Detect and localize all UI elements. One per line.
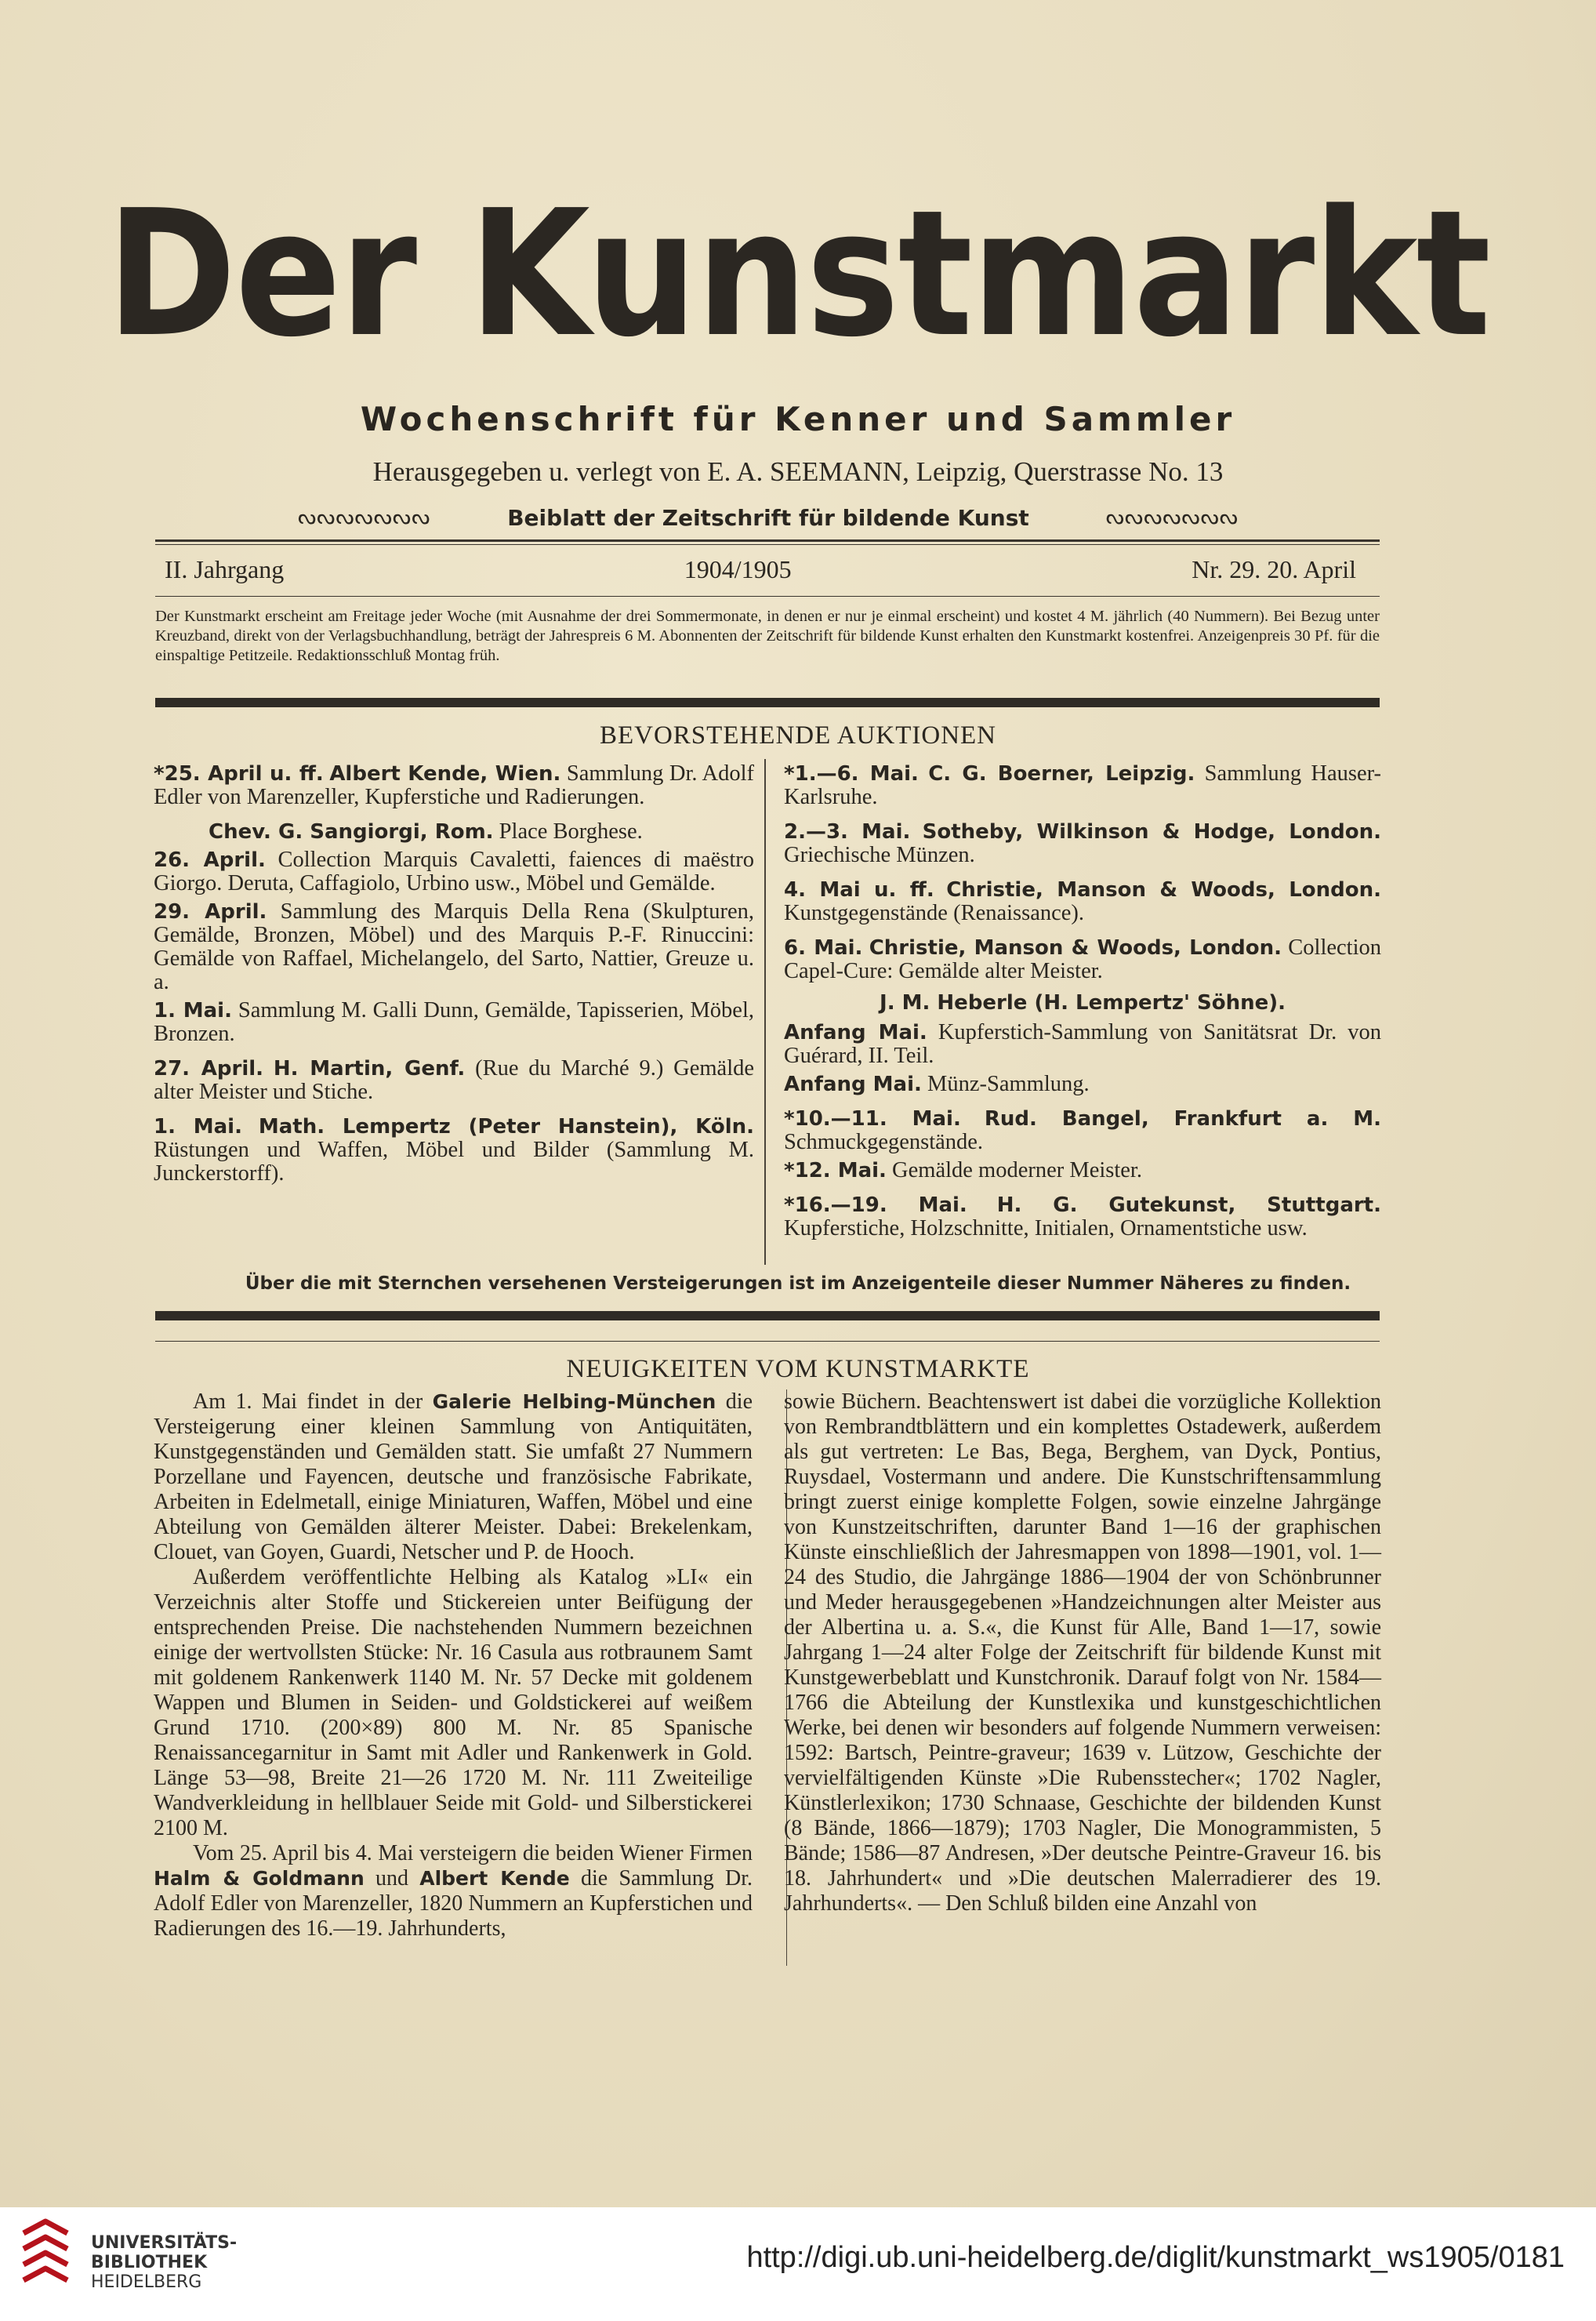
auction-date: 6. Mai. [784, 936, 863, 960]
auctioneer-name: Christie, Manson & Woods, London. [946, 878, 1382, 902]
auctioneer-name: Chev. G. Sangiorgi, Rom. [209, 820, 494, 844]
news-paragraph [154, 1389, 753, 1565]
rule-issue [155, 596, 1380, 597]
rule-thin-2 [155, 1341, 1380, 1342]
ornament-right: ᔓᔓᔓᔓᔓᔓᔓ [1105, 506, 1239, 529]
auction-house-subheading: J. M. Heberle (H. Lempertz' Söhne). [880, 991, 1286, 1015]
auction-entry [784, 1021, 1381, 1068]
library-line: BIBLIOTHEK [91, 2253, 208, 2272]
firm-name: Albert Kende [419, 1867, 570, 1890]
auction-description: Sammlung Dr. Adolf Edler von Marenzeller, Kupferstiche und Radierungen. [154, 761, 755, 809]
auction-entry [154, 1115, 754, 1186]
auction-date: *10.—11. Mai. [784, 1107, 961, 1131]
auctions-right-column [784, 762, 1381, 1245]
auctioneer-name: Rud. Bangel, Frankfurt a. M. [984, 1107, 1381, 1131]
auction-entry [784, 1073, 1381, 1096]
auction-entry [784, 1193, 1381, 1240]
news-heading: NEUIGKEITEN VOM KUNSTMARKTE [566, 1355, 1030, 1383]
auctioneer-name: Sotheby, Wilkinson & Hodge, London. [922, 820, 1381, 844]
auction-entry [784, 1159, 1381, 1182]
auction-description: Münz-Sammlung. [927, 1072, 1090, 1096]
auction-date: *25. April u. ff. [154, 762, 324, 786]
auction-date: *1.—6. Mai. [784, 762, 919, 786]
auction-date: *12. Mai. [784, 1159, 887, 1182]
auction-date: 4. Mai u. ff. [784, 878, 934, 902]
masthead-subtitle: Wochenschrift für Kenner und Sammler [360, 400, 1236, 438]
source-url-link[interactable]: http://digi.ub.uni-heidelberg.de/diglit/kunstmarkt_ws1905/0181 [746, 2241, 1565, 2274]
auction-description: Collection Capel-Cure: Gemälde alter Meister. [784, 935, 1382, 983]
auction-date: *16.—19. Mai. [784, 1193, 967, 1217]
masthead-title: Der Kunstmarkt [106, 173, 1490, 376]
issue-info-row [165, 555, 1356, 584]
text-run: die Versteigerung einer kleinen Sammlung von Antiquitäten, Kunstgegenständen und Gemälden statt. Sie umfaßt 27 Nummern Porzellane und Fayencen, deutsche und französische Fabrikate, Arbeiten in Edelmetall, einige Miniaturen, Waffen, Möbel und eine Abteilung von Gemälden älterer Meister. Dabei: Brekelenkam, Clouet, van Goyen, Guardi, Netscher und P. de Hooch. [154, 1389, 753, 1564]
rule-thick-1 [155, 698, 1380, 707]
auctioneer-name: Math. Lempertz (Peter Hanstein), Köln. [258, 1115, 754, 1139]
auctions-heading: BEVORSTEHENDE AUKTIONEN [599, 721, 997, 750]
ornament-left: ᔓᔓᔓᔓᔓᔓᔓ [298, 506, 431, 529]
auction-date: 1. Mai. [154, 1115, 242, 1139]
auctioneer-name: Albert Kende, Wien. [329, 762, 561, 786]
issue-years: 1904/1905 [684, 555, 792, 583]
auction-date: 27. April. [154, 1057, 264, 1081]
library-logo-icon [16, 2217, 75, 2304]
text-run: die Sammlung Dr. Adolf Edler von Marenzeller, 1820 Nummern an Kupferstichen und Radierungen des 16.—19. Jahrhunderts, [154, 1866, 753, 1941]
auction-description: Kupferstich-Sammlung von Sanitätsrat Dr. von Guérard, II. Teil. [784, 1020, 1381, 1068]
news-left-column [154, 1389, 753, 1941]
library-line: HEIDELBERG [91, 2272, 202, 2292]
auction-entry [154, 999, 754, 1046]
news-paragraph: Außerdem veröffentlichte Helbing als Katalog »LI« ein Verzeichnis alter Stoffe und Stickereien unter Beifügung der entsprechenden Preise. Die nachstehenden Nummern bezeichnen einige der wertvollsten Stücke: Nr. 16 Casula aus rotbraunem Samt mit goldenem Rankenwerk 1140 M. Nr. 57 Decke mit goldenem Wappen und Blumen in Seiden- und Goldstickerei auf weißem Grund 1710. (200×89) 800 M. Nr. 85 Spanische Renaissancegarnitur in Samt mit Adler und Rankenwerk in Gold. Länge 53—98, Breite 21—26 1720 M. Nr. 111 Zweiteilige Wandverkleidung in hellblauer Seide mit Gold- und Silberstickerei 2100 M. [154, 1565, 753, 1840]
auction-description: Sammlung M. Galli Dunn, Gemälde, Tapisserien, Möbel, Bronzen. [154, 998, 755, 1046]
auction-description: Place Borghese. [499, 819, 643, 844]
auction-entry [784, 936, 1381, 983]
issue-number-date: Nr. 29. 20. April [1192, 555, 1356, 583]
auction-date: 1. Mai. [154, 999, 232, 1022]
auction-description: Sammlung Hauser-Karlsruhe. [784, 761, 1382, 809]
jahrgang: II. Jahrgang [165, 555, 285, 583]
auction-date: Anfang Mai. [784, 1021, 927, 1044]
news-right-column [784, 1389, 1381, 1916]
auction-entry [784, 820, 1381, 867]
rule-top-thin [155, 544, 1380, 545]
rule-thick-2 [155, 1311, 1380, 1320]
auctioneer-name: Christie, Manson & Woods, London. [869, 936, 1282, 960]
column-divider [764, 759, 766, 1265]
auction-entry [154, 820, 754, 844]
news-paragraph [154, 1841, 753, 1941]
auction-description: Kunstgegenstände (Renaissance). [784, 901, 1085, 925]
text-run: Am 1. Mai findet in der [193, 1389, 433, 1414]
auction-description: Collection Marquis Cavaletti, faiences di maëstro Giorgo. Deruta, Caffagiolo, Urbino usw., Möbel und Gemälde. [154, 848, 755, 895]
news-paragraph: sowie Büchern. Beachtenswert ist dabei die vorzügliche Kollektion von Rembrandtblättern und ein komplettes Ostadewerk, außerdem als gut vertreten: Le Bas, Bega, Berghem, van Dyck, Pontius, Ruysdael, Vostermann und andere. Die Kunstschriftensammlung bringt zuerst einige komplette Folgen, sowie einzelne Jahrgänge von Kunstzeitschriften, darunter Band 1—16 der graphischen Künste einschließlich der Jahresmappen von 1898—1901, vol. 1—24 des Studio, die Jahrgänge 1886—1904 der von Schönbrunner und Meder herausgegebenen »Handzeichnungen alter Meister aus der Albertina u. a. S.«, die Kunst für Alle, Band 1—17, sowie Jahrgang 1—24 alter Folge der Zeitschrift für bildende Kunst mit Kunstgewerbeblatt und Kunstchronik. Darauf folgt von Nr. 1584—1766 die Abteilung der Kunstlexika und kunstgeschichtlichen Werke, bei denen wir besonders auf folgende Nummern verweisen: 1592: Bartsch, Peintre-graveur; 1639 v. Lützow, Geschichte der vervielfältigenden Künste »Die Rubensstecher«; 1702 Nagler, Künstlerlexikon; 1730 Schnaase, Geschichte der bildenden Kunst (8 Bände, 1866—1879); 1703 Nagler, Die Monogrammisten, 5 Bände; 1586—87 Andresen, »Der deutsche Peintre-Graveur 16. bis 18. Jahrhundert« und »Die deutschen Malerradierer des 19. Jahrhunderts«. — Den Schluß bilden eine Anzahl von [784, 1389, 1381, 1916]
subscription-notice: Der Kunstmarkt erscheint am Freitage jeder Woche (mit Ausnahme der drei Sommermonate, in denen er nur je einmal erscheint) und kostet 4 M. jährlich (40 Nummern). Bei Bezug unter Kreuzband, direkt von der Verlagsbuchhandlung, beträgt der Jahrespreis 6 M. Abonnenten der Zeitschrift für bildende Kunst erhalten den Kunstmarkt kostenfrei. Anzeigenpreis 30 Pf. für die einspaltige Petitzeile. Redaktionsschluß Montag früh. [155, 608, 1380, 664]
auctioneer-name: H. G. Gutekunst, Stuttgart. [996, 1193, 1381, 1217]
auction-entry [784, 878, 1381, 925]
asterisk-footnote: Über die mit Sternchen versehenen Versteigerungen ist im Anzeigenteile dieser Nummer Näheres zu finden. [245, 1273, 1351, 1294]
rule-top [155, 539, 1380, 542]
firm-name: Halm & Goldmann [154, 1867, 365, 1890]
auction-date: 29. April. [154, 900, 267, 924]
auction-description: Rüstungen und Waffen, Möbel und Bilder (Sammlung M. Junckerstorff). [154, 1138, 754, 1186]
auction-description: Sammlung des Marquis Della Rena (Skulpturen, Gemälde, Bronzen, Möbel) und des Marquis P.-F. Rinuccini: Gemälde von Raffael, Michelangelo, del Sarto, Nattier, Greuze u. a. [154, 899, 754, 994]
text-run: und [364, 1866, 420, 1891]
gallery-name: Galerie Helbing-München [432, 1390, 716, 1413]
auctions-left-column [154, 762, 754, 1190]
library-line: UNIVERSITÄTS- [91, 2233, 238, 2253]
beiblatt-row [298, 502, 1239, 533]
auctioneer-name: C. G. Boerner, Leipzig. [928, 762, 1195, 786]
auction-entry [154, 900, 754, 994]
auction-entry [154, 848, 754, 895]
auction-entry [784, 762, 1381, 809]
auction-description: Griechische Münzen. [784, 843, 975, 867]
text-run: Vom 25. April bis 4. Mai versteigern die beiden Wiener Firmen [193, 1841, 753, 1865]
library-name [91, 2233, 237, 2292]
auction-entry [784, 1107, 1381, 1154]
beiblatt-label: Beiblatt der Zeitschrift für bildende Kunst [507, 504, 1029, 531]
auctioneer-name: H. Martin, Genf. [273, 1057, 466, 1081]
auction-date: 2.—3. Mai. [784, 820, 911, 844]
auction-date: Anfang Mai. [784, 1073, 922, 1096]
auction-entry [154, 1057, 754, 1104]
auction-entry [154, 762, 754, 809]
auction-description: (Rue du Marché 9.) Gemälde alter Meister und Stiche. [154, 1056, 755, 1104]
auction-date: 26. April. [154, 848, 266, 872]
auction-description: Kupferstiche, Holzschnitte, Initialen, Ornamentstiche usw. [784, 1216, 1308, 1240]
publisher-line: Herausgegeben u. verlegt von E. A. SEEMANN, Leipzig, Querstrasse No. 13 [372, 456, 1224, 487]
auction-description: Schmuckgegenstände. [784, 1130, 984, 1154]
auction-description: Gemälde moderner Meister. [892, 1158, 1142, 1182]
